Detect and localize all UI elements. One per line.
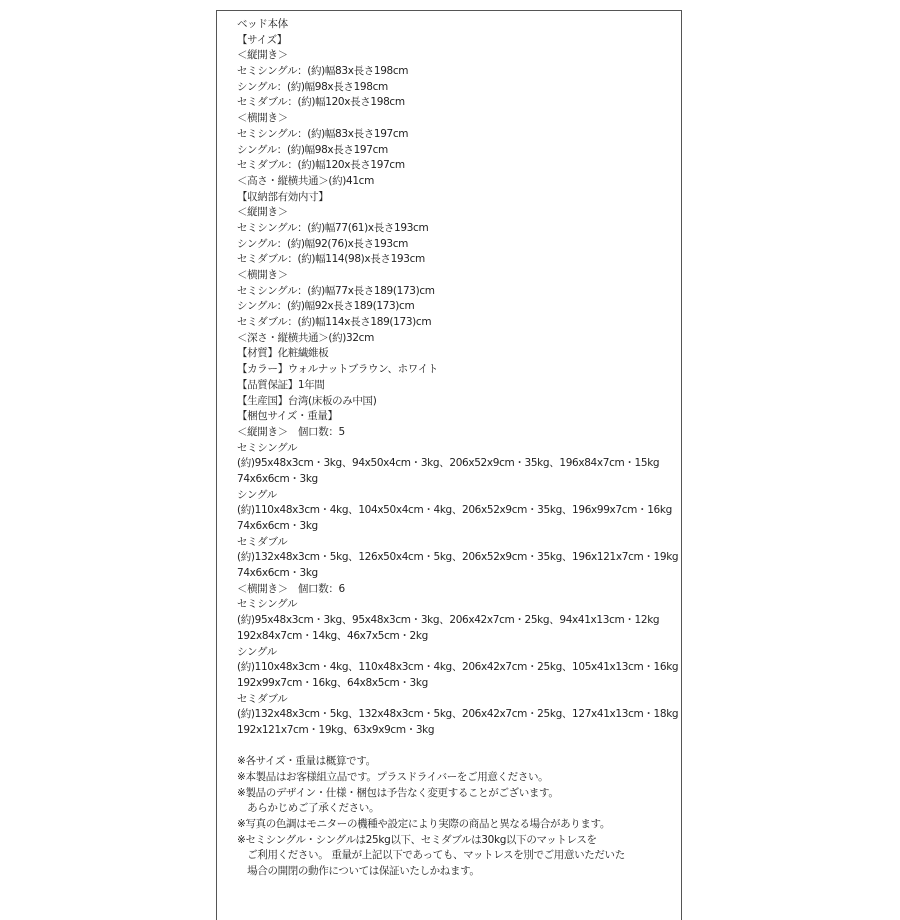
spec-line: セミダブル：(約)幅114(98)x長さ193cm — [237, 253, 425, 266]
spec-table-frame — [216, 10, 682, 920]
spec-line: (約)132x48x3cm・5kg、126x50x4cm・5kg、206x52x9cm・35kg、196x121x7cm・19kg — [237, 551, 679, 564]
spec-line: 192x121x7cm・19kg、63x9x9cm・3kg — [237, 723, 435, 736]
spec-line: (約)110x48x3cm・4kg、110x48x3cm・4kg、206x42x7cm・25kg、105x41x13cm・16kg — [237, 661, 679, 674]
note-line: あらかじめご了承ください。 — [237, 802, 380, 815]
spec-line: 【梱包サイズ・重量】 — [237, 410, 338, 423]
spec-line: 【サイズ】 — [237, 33, 287, 46]
spec-line: (約)95x48x3cm・3kg、94x50x4cm・3kg、206x52x9cm・35kg、196x84x7cm・15kg — [237, 457, 660, 470]
note-line: ※製品のデザイン・仕様・梱包は予告なく変更することがございます。 — [237, 786, 559, 799]
spec-line: 【生産国】台湾(床板のみ中国) — [237, 394, 377, 407]
spec-line: セミシングル：(約)幅83x長さ197cm — [237, 127, 409, 140]
spec-line: シングル：(約)幅98x長さ197cm — [237, 143, 388, 156]
spec-line: シングル — [237, 488, 277, 501]
spec-line: ＜縦開き＞ 個口数：5 — [237, 425, 345, 438]
spec-line: セミダブル — [237, 692, 288, 705]
spec-line: シングル：(約)幅98x長さ198cm — [237, 80, 388, 93]
spec-line: セミシングル：(約)幅77x長さ189(173)cm — [237, 284, 435, 297]
spec-line: ＜深さ・縦横共通＞(約)32cm — [237, 331, 374, 344]
spec-line: セミシングル：(約)幅77(61)x長さ193cm — [237, 221, 429, 234]
spec-line: シングル：(約)幅92x長さ189(173)cm — [237, 300, 415, 313]
spec-line: 192x99x7cm・16kg、64x8x5cm・3kg — [237, 676, 428, 689]
spec-line: ＜横開き＞ 個口数：6 — [237, 582, 345, 595]
spec-line: セミシングル — [237, 441, 298, 454]
spec-line: シングル — [237, 645, 277, 658]
spec-line: セミシングル — [237, 598, 298, 611]
spec-line: ＜縦開き＞ — [237, 49, 288, 62]
spec-line: 【品質保証】1年間 — [237, 378, 325, 391]
spec-line: シングル：(約)幅92(76)x長さ193cm — [237, 237, 409, 250]
note-line: ※写真の色調はモニターの機種や設定により実際の商品と異なる場合があります。 — [237, 818, 611, 831]
spec-line: ＜横開き＞ — [237, 112, 288, 125]
spec-line: 【材質】化粧繊維板 — [237, 347, 329, 360]
spec-line: セミダブル：(約)幅114x長さ189(173)cm — [237, 316, 432, 329]
spec-line: セミダブル：(約)幅120x長さ197cm — [237, 159, 405, 172]
spec-line: (約)110x48x3cm・4kg、104x50x4cm・4kg、206x52x9cm・35kg、196x99x7cm・16kg — [237, 504, 672, 517]
notes-list — [237, 754, 677, 880]
spec-line: ＜高さ・縦横共通＞(約)41cm — [237, 174, 374, 187]
note-line: ※各サイズ・重量は概算です。 — [237, 755, 376, 768]
spec-line: 【カラー】ウォルナットブラウン、ホワイト — [237, 363, 438, 376]
spec-line: 74x6x6cm・3kg — [237, 520, 318, 532]
note-line: 場合の開閉の動作については保証いたしかねます。 — [237, 865, 480, 878]
spec-line: セミダブル：(約)幅120x長さ198cm — [237, 96, 405, 109]
spec-list — [237, 17, 677, 739]
spec-line: (約)95x48x3cm・3kg、95x48x3cm・3kg、206x42x7cm・25kg、94x41x13cm・12kg — [237, 614, 660, 627]
spec-line: 74x6x6cm・3kg — [237, 567, 318, 580]
spec-line: 74x6x6cm・3kg — [237, 472, 318, 485]
note-line: ご利用ください。 重量が上記以下であっても、マットレスを別でご用意いただいた — [237, 849, 625, 862]
section-spacer — [237, 739, 677, 755]
spec-line: ＜横開き＞ — [237, 269, 288, 281]
spec-line: ＜縦開き＞ — [237, 206, 288, 219]
spec-line: セミダブル — [237, 535, 288, 548]
spec-line: 【収納部有効内寸】 — [237, 190, 329, 203]
spec-line: セミシングル：(約)幅83x長さ198cm — [237, 65, 409, 78]
spec-line: 192x84x7cm・14kg、46x7x5cm・2kg — [237, 629, 428, 642]
spec-line: ベッド本体 — [237, 18, 288, 30]
note-line: ※セミシングル・シングルは25kg以下、セミダブルは30kg以下のマットレスを — [237, 833, 597, 846]
spec-line: (約)132x48x3cm・5kg、132x48x3cm・5kg、206x42x7cm・25kg、127x41x13cm・18kg — [237, 708, 679, 721]
spec-body — [237, 17, 677, 880]
note-line: ※本製品はお客様組立品です。プラスドライバーをご用意ください。 — [237, 771, 549, 783]
